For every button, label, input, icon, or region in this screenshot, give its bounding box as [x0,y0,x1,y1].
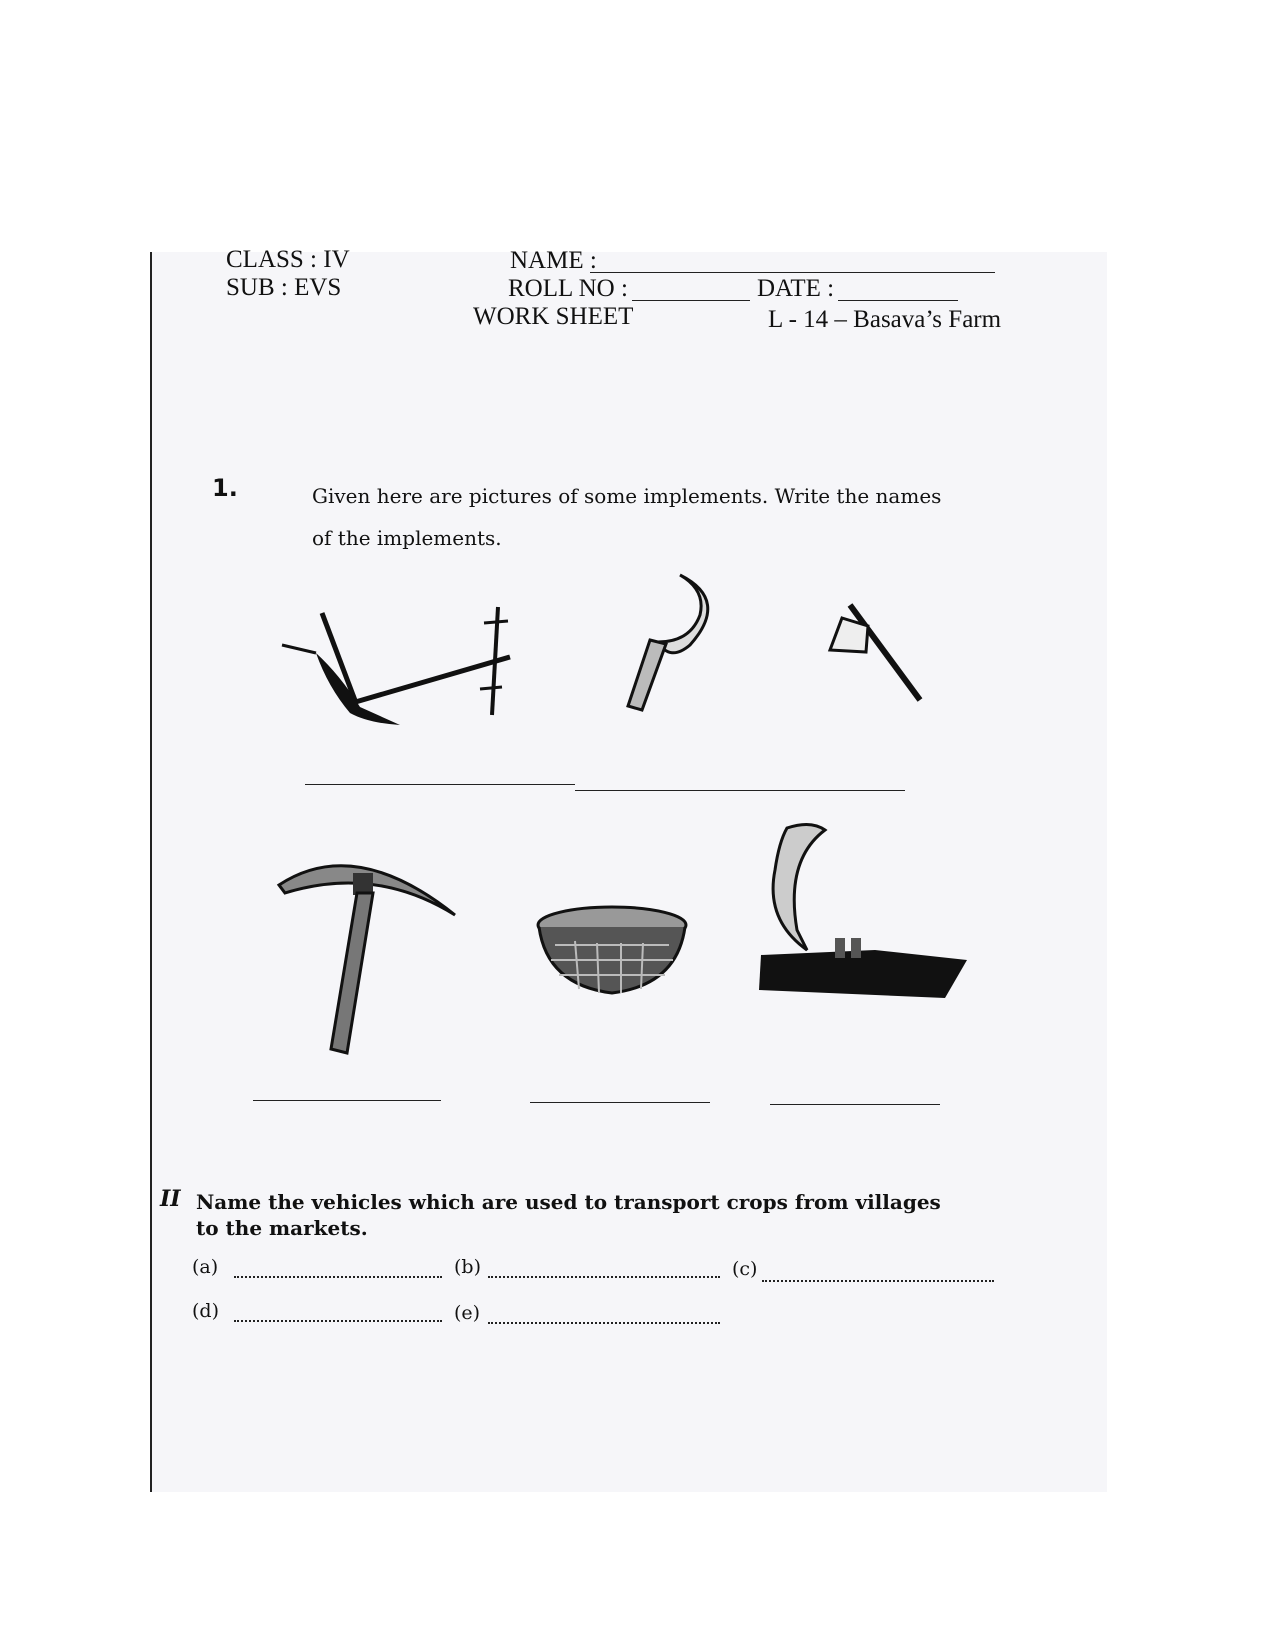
answer-line-pickaxe[interactable] [253,1100,441,1101]
answer-line-sickle-hoe[interactable] [575,790,905,791]
answer-line-harrow[interactable] [770,1104,940,1105]
subject-label: SUB : EVS [226,274,342,301]
option-e-label: (e) [454,1302,481,1324]
sickle-icon [620,570,740,720]
plough-icon [280,595,520,745]
answer-b-field[interactable] [488,1276,720,1278]
answer-e-field[interactable] [488,1322,720,1324]
option-d-label: (d) [192,1300,219,1322]
question-2-number: II [160,1186,181,1212]
date-field[interactable] [838,300,958,301]
pickaxe-icon [275,845,465,1055]
date-label: DATE : [757,275,835,302]
answer-line-basket[interactable] [530,1102,710,1103]
name-label: NAME : [510,247,597,274]
question-1-text: Given here are pictures of some implements. Write the names [312,484,942,508]
option-b-label: (b) [454,1256,481,1278]
question-2-text: Name the vehicles which are used to transport crops from villages [196,1190,941,1214]
option-a-label: (a) [192,1256,219,1278]
worksheet-label: WORK SHEET [473,303,634,330]
answer-line-plough[interactable] [305,784,575,785]
roll-no-field[interactable] [632,300,750,301]
answer-d-field[interactable] [234,1320,442,1322]
roll-no-label: ROLL NO : [508,275,628,302]
hoe-icon [820,600,940,710]
harrow-blade-icon [755,820,970,1005]
question-2-text-cont: to the markets. [196,1216,368,1240]
option-c-label: (c) [732,1258,758,1280]
answer-c-field[interactable] [762,1280,994,1282]
name-field[interactable] [590,272,995,273]
question-1-number: 1. [212,474,238,502]
lesson-title: L - 14 – Basava’s Farm [768,306,1002,333]
class-label: CLASS : IV [226,246,350,273]
answer-a-field[interactable] [234,1276,442,1278]
question-1-text-cont: of the implements. [312,526,502,550]
basket-icon [535,905,690,1000]
